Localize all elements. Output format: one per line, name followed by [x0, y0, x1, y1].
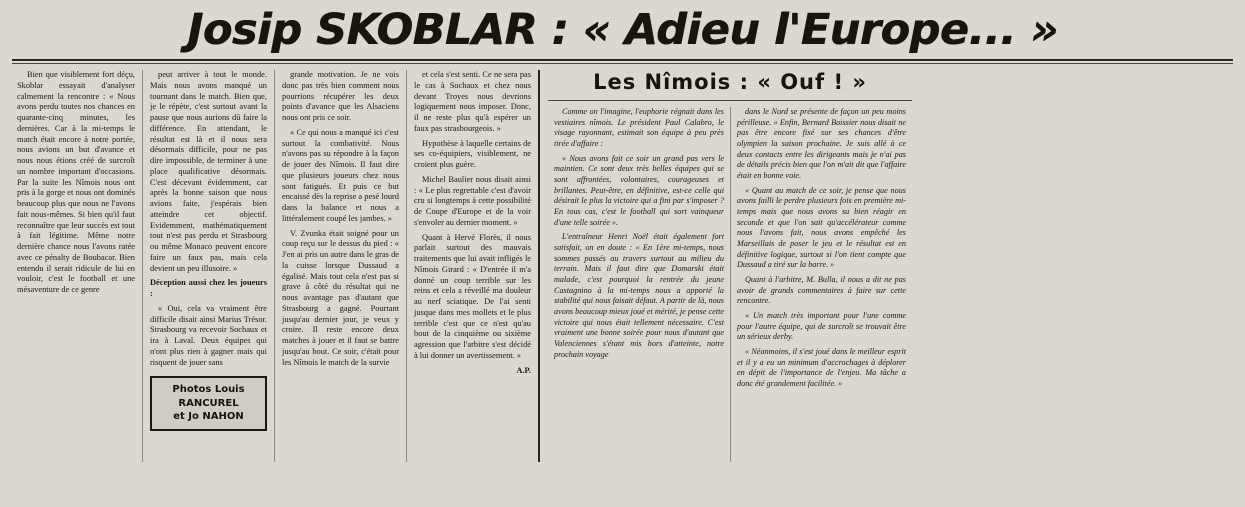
- nimois-divider: [548, 100, 912, 101]
- photo-credit-line-1: Photos Louis RANCUREL: [172, 384, 245, 409]
- paragraph: V. Zvunka était soigné pour un coup reçu sur le dessus du pied : « J'en ai pris un autre dans le gras de la cuisse lorsque Dussaud a égalisé. Mais tout cela n'est pas si grave à côté du résultat qui ne nous avantage pas d'autant que Strasbourg a gagné. Pourtant jusqu'au dernier jour, je veux y croire. Il reste encore deux matches à jouer et il faut se battre jusqu'au bout. Ce soir, c'était pour les Nîmois le match de la survie: [282, 228, 399, 367]
- paragraph: Comme on l'imagine, l'euphorie régnait dans les vestiaires nîmois. Le président Paul Calabro, le visage rayonnant, estimait son équipe à peu près tirée d'affaire :: [554, 107, 724, 149]
- paragraph: dans le Nord se présente de façon un peu moins périlleuse. » Enfin, Bernard Boissier nous disait ne pas être encore fixé sur ses chances d'être olympien la saison prochaine. Je suis allé à ce deux contacts entre les dirigeants mais je n'ai pas de détails précis bien que l'on m'ait dit que l'affaire était en bonne voie.: [737, 107, 906, 181]
- column-1: [10, 70, 142, 462]
- paragraph: L'entraîneur Henri Noël était également fort satisfait, on en doute : « En 1ère mi-temps, nous sommes passés au travers surtout au milieu du terrain. Mais il faut dire que Domarski était malade, c'est pourquoi la rentrée du jeune Castagnino à la mi-temps nous a apporté la stabilité qui nous faisait défaut. A partir de là, nous avons beaucoup mieux joué et mérité, je pense cette victoire qui nous était tellement nécessaire. C'est vraiment une bonne soirée pour nous d'autant que Valenciennes s'étant mis hors d'atteinte, notre prochain voyage: [554, 232, 724, 359]
- paragraph: et cela s'est senti. Ce ne sera pas le cas à Sochaux et chez nous devant Troyes nous devrions logiquement nous imposer. Donc, il ne reste plus qu'à espérer un faux pas strasbourgeois. »: [414, 70, 531, 133]
- column-3: [274, 70, 406, 462]
- photo-credit-line-2: et Jo NAHON: [173, 411, 244, 423]
- photo-credit-box: [150, 376, 267, 431]
- nimois-columns: [548, 107, 912, 462]
- paragraph: « Néanmoins, il s'est joué dans le meilleur esprit et il y a eu un minimum d'accrochages à déplorer en dépit de l'importance de l'enjeu. Ma tâche a donc été grandement facilitée. »: [737, 346, 906, 388]
- paragraph: grande motivation. Je ne vois donc pas très bien comment nous pourrions récupérer les deux points d'avance que les Alsaciens nous ont pris ce soir.: [282, 70, 399, 123]
- column-4: [406, 70, 538, 462]
- nimois-column-1: [548, 107, 730, 462]
- divider-top: [12, 59, 1233, 61]
- paragraph: « Quant au match de ce soir, je pense que nous avons failli le perdre plusieurs fois en première mi-temps mais que nous avons su bien réagir en seconde et que l'on sait qu'accélérateur comme nous l'avons fait, nous avons empêché les Marseillais de poser le jeu et le résultat est en définitive logique, surtout si l'on tient compte que Dussaud a tiré sur la barre. »: [737, 185, 906, 270]
- paragraph: Quant à l'arbitre, M. Bulla, il nous a dit ne pas avoir de grands commentaires à faire sur cette rencontre.: [737, 274, 906, 306]
- paragraph: « Ce qui nous a manqué ici c'est surtout la combativité. Nous n'avons pas su répondre à la façon de jouer des Nîmois. Il faut dire que plusieurs joueurs chez nous sont fatigués. Et puis ce but encaissé dès la reprise a pesé lourd dans la balance et nous a littéralement coupé les jambes. »: [282, 127, 399, 223]
- subheading-players: Déception aussi chez les joueurs :: [150, 278, 267, 299]
- paragraph: Hypothèse à laquelle certains de ses co-équipiers, visiblement, ne croient plus guère.: [414, 138, 531, 170]
- divider-thin: [12, 63, 1233, 64]
- paragraph: Bien que visiblement fort déçu, Skoblar essayait d'analyser calmement la rencontre : « Nous avons perdu toutes nos chances en quarante-cinq minutes, les dernières. Car à la mi-temps le match était encore à notre portée, nous avions un but d'avance et nous nous étions créé de surcroît un nombre important d'occasions. Par la suite les Nîmois nous ont pris à la gorge et nous ont dominés beaucoup plus que nous ne l'avons fait nous-mêmes. Si bien qu'il faut reconnaître que leur succès est tout à fait légitime. Même notre dernière chance nous l'avons ratée avec ce pénalty de Boubacar. Bien entendu il serait ridicule de lui en vouloir, c'est le football et une mésaventure de ce genre: [17, 70, 135, 295]
- paragraph: « Nous avons fait ce soir un grand pas vers le maintien. Ce sont deux très belles équipes qui se sont affrontées, volontaires, courageuses et brillantes. Peut-être, en définitive, est-ce celle qui désirait le plus la victoire qui a fini par s'imposer ? En tous cas, c'est le football qui sort vainqueur d'une telle soirée ».: [554, 153, 724, 227]
- paragraph: Michel Baulier nous disait ainsi : « Le plus regrettable c'est d'avoir cru si longtemps à cette possibilité de Coupe d'Europe et de la voir s'envoler au dernier moment. »: [414, 174, 531, 227]
- nimois-title: Les Nîmois : « Ouf ! »: [593, 70, 867, 95]
- paragraph: « Un match très important pour l'une comme pour l'autre équipe, qui de surcroît se trouvait être un sérieux derby.: [737, 310, 906, 342]
- paragraph: Quant à Hervé Florès, il nous parlait surtout des mauvais traitements que lui avait infligés le Nîmois Girard : « D'entrée il m'a donné un coup terrible sur les reins et cela a réveillé ma douleur au nerf sciatique. De l'ai senti jusque dans mes mollets et le plus terrible c'est que ce n'est qu'au bout de la cinquième ou sixième agression que l'arbitre s'est décidé à lui donner un avertissement. »: [414, 232, 531, 360]
- article-columns: [10, 70, 1235, 462]
- nimois-column-2: [730, 107, 912, 462]
- article-signature: A.P.: [516, 365, 531, 375]
- nimois-section: [538, 70, 912, 462]
- page-title: Josip SKOBLAR : « Adieu l'Europe... »: [187, 5, 1058, 55]
- column-2: [142, 70, 274, 462]
- paragraph: peut arriver à tout le monde. Mais nous avons manqué un tournant dans le match. Bien que, je le répète, c'est surtout avant la pause que nous aurions dû faire la différence. En attendant, le résultat est là et il nous sera désormais difficile, pour ne pas dire impossible, de terminer à une place qualificative désormais. C'est décevant évidemment, car après la bonne saison que nous avions faite, j'espérais bien atteindre cet objectif. Evidemment, mathématiquement tout n'est pas perdu et Strasbourg ou même Monaco peuvent encore faire un faux pas, mais cela devient un peu illusoire. »: [150, 70, 267, 273]
- paragraph: « Oui, cela va vraiment être difficile disait ainsi Marius Trésor. Strasbourg va recevoir Sochaux et ira à Laval. Deux équipes qui n'ont plus rien à gagner mais qui risquent de jouer sans: [150, 303, 267, 367]
